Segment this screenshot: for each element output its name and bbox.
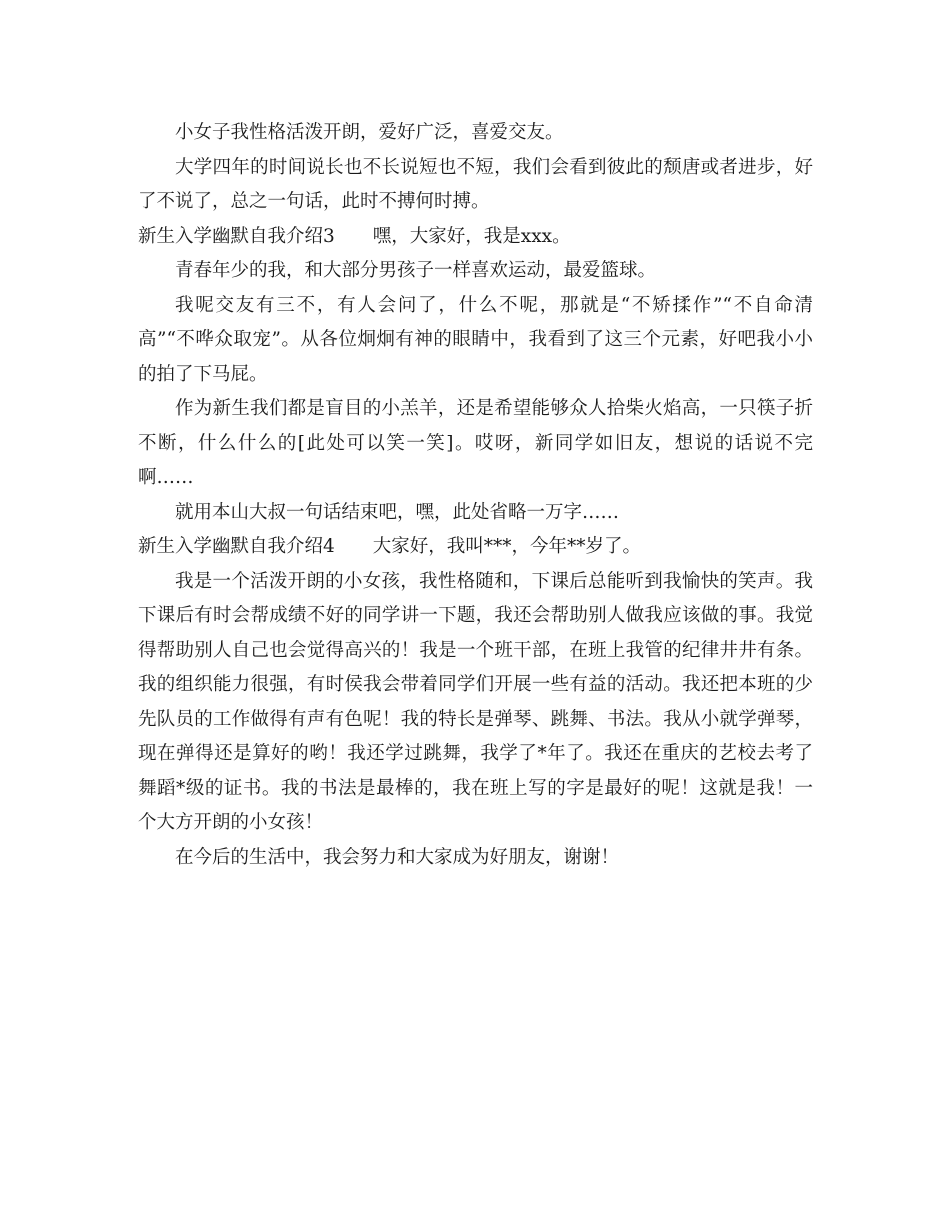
paragraph: 在今后的生活中，我会努力和大家成为好朋友，谢谢！ bbox=[175, 846, 620, 868]
paragraph: 大学四年的时间说长也不长说短也不短，我们会看到彼此的颓唐或者进步，好了不说了，总之一句话，此时不搏何时搏。 bbox=[138, 156, 813, 212]
section-first-sentence: 大家好，我叫***，今年**岁了。 bbox=[372, 536, 642, 557]
document-body bbox=[138, 116, 813, 875]
section-heading: 新生入学幽默自我介绍3 bbox=[138, 225, 335, 247]
paragraph: 青春年少的我，和大部分男孩子一样喜欢运动，最爱篮球。 bbox=[175, 260, 657, 281]
section-heading: 新生入学幽默自我介绍4 bbox=[138, 536, 335, 557]
paragraph: 我是一个活泼开朗的小女孩，我性格随和，下课后总能听到我愉快的笑声。我下课后有时会帮成绩不好的同学讲一下题，我还会帮助别人做我应该做的事。我觉得帮助别人自己也会觉得高兴的！我是一个班干部，在班上我管的纪律井井有条。我的组织能力很强，有时侯我会带着同学们开展一些有益的活动。我还把本班的少先队员的工作做得有声有色呢！我的特长是弹琴、跳舞、书法。我从小就学弹琴，现在弹得还是算好的哟！我还学过跳舞，我学了*年了。我还在重庆的艺校去考了舞蹈*级的证书。我的书法是最棒的，我在班上写的字是最好的呢！这就是我！一个大方开朗的小女孩！ bbox=[138, 570, 813, 833]
section-heading-line bbox=[138, 530, 813, 565]
paragraph: 作为新生我们都是盲目的小羔羊，还是希望能够众人拾柴火焰高，一只筷子折不断，什么什么的[此处可以笑一笑]。哎呀，新同学如旧友，想说的话说不完啊…… bbox=[138, 398, 813, 488]
section-heading-line bbox=[138, 220, 813, 255]
paragraph: 小女子我性格活泼开朗，爱好广泛，喜爱交友。 bbox=[175, 122, 564, 143]
section-first-sentence: 嘿，大家好，我是xxx。 bbox=[372, 225, 571, 247]
paragraph: 就用本山大叔一句话结束吧，嘿，此处省略一万字…… bbox=[175, 501, 620, 523]
paragraph: 我呢交友有三不，有人会问了，什么不呢，那就是“不矫揉作”“不自命清高”“不哗众取宠”。从各位炯炯有神的眼睛中，我看到了这三个元素，好吧我小小的拍了下马屁。 bbox=[138, 294, 813, 385]
